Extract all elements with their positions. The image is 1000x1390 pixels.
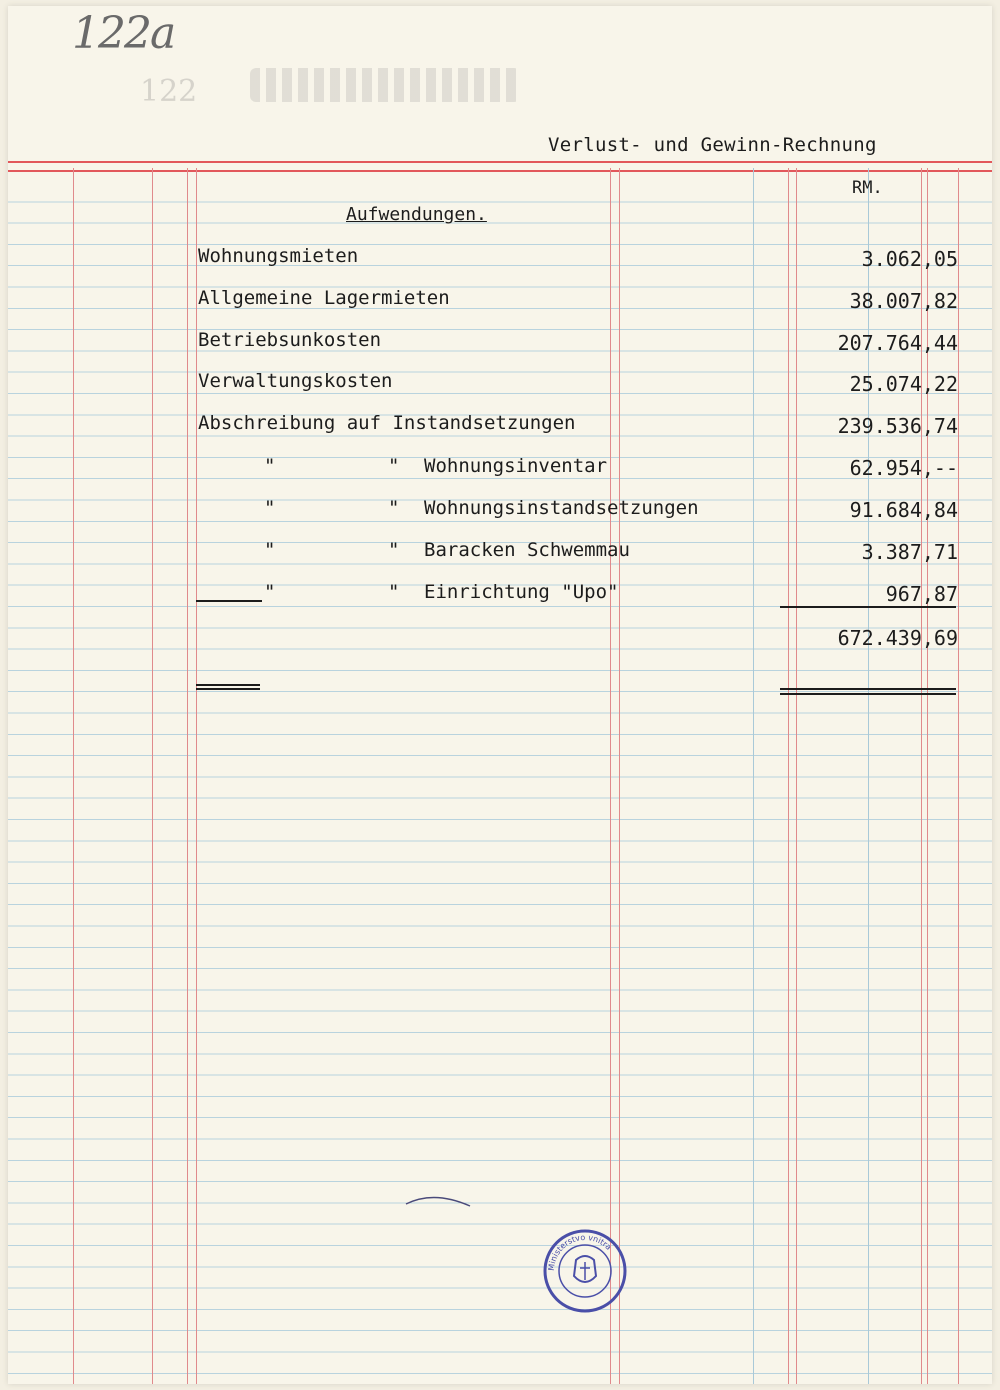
item-label-wohnungsinventar: Wohnungsinventar (424, 455, 608, 477)
currency-label: RM. (852, 178, 883, 198)
item-label-lagermieten: Allgemeine Lagermieten (198, 287, 450, 309)
ditto-mark: " (264, 539, 276, 561)
faded-page-number: 122 (140, 74, 198, 109)
pen-mark (404, 1190, 474, 1220)
handwritten-folio-number: 122a (72, 8, 175, 59)
double-rule (780, 688, 956, 690)
ditto-mark: " (388, 581, 400, 603)
item-amount: 91.684,84 (849, 498, 958, 522)
item-amount: 207.764,44 (837, 331, 958, 355)
section-heading: Aufwendungen. (346, 204, 487, 225)
column-rule (187, 168, 188, 1384)
column-rule (788, 168, 789, 1384)
item-amount: 967,87 (885, 582, 958, 606)
double-rule (196, 688, 260, 690)
header-rule (8, 161, 992, 163)
item-amount: 239.536,74 (837, 414, 958, 438)
ditto-mark: " (264, 455, 276, 477)
column-rule (610, 168, 611, 1384)
ledger-sheet (8, 6, 992, 1384)
item-label-abschreibung: Abschreibung auf Instandsetzungen (198, 412, 576, 434)
column-rule (958, 168, 959, 1384)
ditto-mark: " (388, 539, 400, 561)
total-amount: 672.439,69 (837, 626, 958, 650)
header-rule (8, 170, 992, 172)
item-label-wohnungsinstandsetzungen: Wohnungsinstandsetzungen (424, 497, 699, 519)
item-amount: 38.007,82 (849, 289, 958, 313)
item-label-verwaltungskosten: Verwaltungskosten (198, 370, 393, 392)
column-rule (152, 168, 153, 1384)
faded-stamp-bleedthrough (250, 68, 520, 102)
item-label-wohnungsmieten: Wohnungsmieten (198, 245, 359, 267)
column-rule (796, 168, 797, 1384)
item-amount: 3.062,05 (861, 247, 958, 271)
column-rule (619, 168, 620, 1384)
item-amount: 3.387,71 (861, 540, 958, 564)
ditto-mark: " (388, 455, 400, 477)
svg-text:Ministerstvo vnitra: Ministerstvo vnitra (546, 1232, 614, 1272)
archive-seal-stamp (540, 1226, 630, 1316)
ditto-mark: " (264, 497, 276, 519)
column-rule (753, 168, 754, 1384)
underline-rule (196, 600, 262, 602)
item-label-baracken: Baracken Schwemmau (424, 539, 630, 561)
item-label-betriebsunkosten: Betriebsunkosten (198, 329, 382, 351)
ditto-mark: " (388, 497, 400, 519)
ditto-mark: " (264, 581, 276, 603)
sum-rule (780, 606, 956, 608)
column-rule (73, 168, 74, 1384)
item-amount: 25.074,22 (849, 372, 958, 396)
column-rule (196, 168, 197, 1384)
double-rule (196, 684, 260, 686)
double-rule (780, 693, 956, 695)
item-label-einrichtung-upo: Einrichtung "Upo" (424, 581, 619, 603)
item-amount: 62.954,-- (849, 456, 958, 480)
document-title: Verlust- und Gewinn-Rechnung (548, 134, 877, 156)
